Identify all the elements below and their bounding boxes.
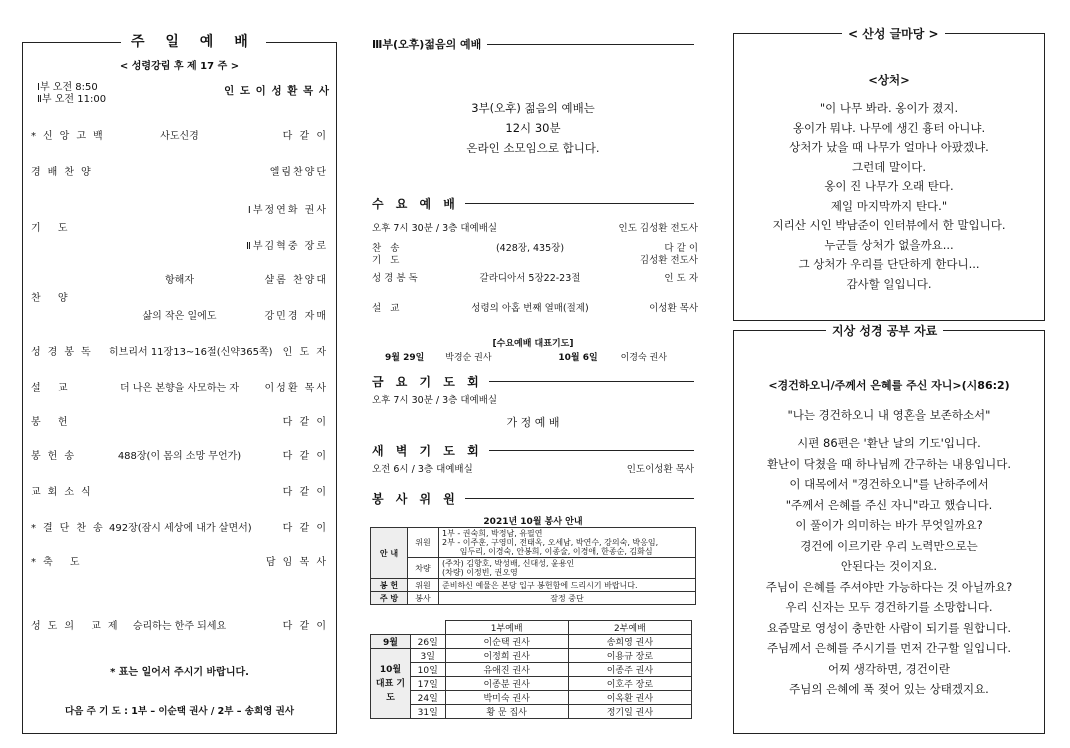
order-label: 설 교 bbox=[372, 303, 403, 314]
order-person: 다 같 이 bbox=[282, 621, 328, 632]
order-person: 샬롬 찬양대 bbox=[264, 275, 328, 286]
order-person: 다 같 이 bbox=[282, 451, 328, 462]
prayer-1st: 황 문 집사 bbox=[445, 705, 568, 719]
study-line: 시편 86편은 '환난 날의 기도'입니다. bbox=[797, 436, 981, 450]
order-label: 설 교 bbox=[31, 383, 75, 394]
order-content: 승리하는 한주 되세요 bbox=[132, 621, 227, 632]
prayer-day: 17일 bbox=[411, 677, 446, 691]
order-label: 성경봉독 bbox=[31, 347, 98, 358]
oct-label: 10월 대표 기도 bbox=[371, 649, 411, 719]
guide-member-label: 위원 bbox=[408, 528, 439, 558]
order-content: (428장, 435장) bbox=[495, 243, 565, 254]
order-person: 김성환 전도사 bbox=[639, 255, 698, 266]
kitchen-label: 주 방 bbox=[371, 592, 408, 605]
prayer-day: 3일 bbox=[411, 649, 446, 663]
order-person: Ⅰ부정연화 권사 bbox=[247, 205, 328, 216]
order-person: 담 임 목 사 bbox=[265, 557, 328, 568]
wednesday-prayer-title: [수요예배 대표기도] bbox=[492, 339, 574, 349]
order-content: 사도신경 bbox=[160, 131, 199, 142]
order-label: *결단찬송 bbox=[31, 523, 110, 534]
prayer-2nd: 송희영 권사 bbox=[568, 635, 691, 649]
serve-committee-title: 봉 사 위 원 bbox=[372, 492, 465, 506]
poem-line: 누군들 상처가 없을까요... bbox=[824, 237, 954, 252]
order-content: 히브리서 11장13~16절(신약365쪽) bbox=[109, 347, 273, 358]
order-label: 봉헌송 bbox=[31, 451, 81, 462]
prayer-1st: 이종분 권사 bbox=[445, 677, 568, 691]
col-2nd-service: 2부예배 bbox=[568, 621, 691, 635]
sept-label: 9월 bbox=[371, 635, 411, 649]
car-members bbox=[439, 558, 696, 579]
order-label: 찬 양 bbox=[31, 293, 75, 304]
wednesday-worship-title: 수 요 예 배 bbox=[372, 197, 465, 211]
poem-box bbox=[733, 27, 1045, 321]
bible-study-title: 지상 성경 공부 자료 bbox=[826, 322, 943, 339]
poem-line: 옹이 진 나무가 오래 탄다. bbox=[824, 179, 954, 193]
study-line: 환난이 닥쳤을 때 하나님께 간구하는 내용입니다. bbox=[766, 456, 1012, 471]
prayer-1st: 이순택 권사 bbox=[445, 635, 568, 649]
car-label: 차량 bbox=[408, 558, 439, 579]
study-line: 이 풀이가 의미하는 바가 무엇일까요? bbox=[795, 518, 983, 532]
dawn-time: 오전 6시 / 3층 대예배실 bbox=[372, 464, 473, 475]
friday-note: 가 정 예 배 bbox=[506, 416, 560, 429]
prayer-table-wrap bbox=[370, 620, 692, 719]
offering-label: 봉 헌 bbox=[371, 579, 408, 592]
order-person: 인 도 자 bbox=[282, 347, 328, 358]
order-person: 엘림찬양단 bbox=[269, 167, 328, 178]
youth-section-header bbox=[372, 36, 694, 52]
liturgical-week: < 성령강림 후 제 17 주 > bbox=[119, 61, 240, 72]
order-content: 492장(잠시 세상에 내가 살면서) bbox=[109, 523, 252, 534]
member-line: (주차) 김향호, 박성배, 신대성, 윤용인 bbox=[442, 559, 575, 568]
study-line: 주님이 은혜를 주셔야만 가능하다는 것 아닐까요? bbox=[765, 579, 1013, 594]
serve-table-wrap bbox=[370, 527, 696, 605]
dawn-leader: 인도이성환 목사 bbox=[626, 464, 694, 475]
friday-time: 오후 7시 30분 / 3층 대예배실 bbox=[372, 395, 498, 406]
member-line: 2부 - 이주훈, 구영미, 전태옥, 오세남, 박연수, 강의숙, 박응임, bbox=[442, 538, 659, 547]
dawn-section-header bbox=[372, 442, 694, 459]
service-time-1: Ⅰ부 오전 8:50 bbox=[37, 82, 98, 93]
prayer-date: 10월 6일 bbox=[558, 353, 598, 363]
study-line: "주께서 은혜를 주신 자니"라고 했습니다. bbox=[785, 497, 993, 512]
poem-line: 옹이가 뭐냐. 나무에 생긴 흉터 아니냐. bbox=[792, 120, 986, 135]
prayer-2nd: 이종주 권사 bbox=[568, 663, 691, 677]
poem-line: 그 상처가 우리를 단단하게 한다니... bbox=[798, 257, 980, 271]
order-label: 기 도 bbox=[372, 255, 403, 266]
offering-text: 준비하신 예물은 본당 입구 봉헌함에 드리시기 바랍니다. bbox=[439, 579, 696, 592]
study-line: 경건에 이르기란 우리 노력만으로는 bbox=[800, 538, 978, 553]
order-content: 삶의 작은 일에도 bbox=[142, 311, 217, 322]
member-line: 임두리, 이경숙, 안봉희, 이종술, 이경애, 한종순, 김화심 bbox=[442, 547, 653, 556]
order-person: 다 같 이 bbox=[664, 243, 698, 254]
study-line: 주님의 은혜에 푹 젖어 있는 상태겠지요. bbox=[789, 682, 989, 696]
prayer-2nd: 이용규 장로 bbox=[568, 649, 691, 663]
order-person: 이성환 목사 bbox=[264, 383, 328, 394]
prayer-day: 24일 bbox=[411, 691, 446, 705]
service-time-2: Ⅱ부 오전 11:00 bbox=[37, 94, 107, 105]
poem-line: 지리산 시인 박남준이 인터뷰에서 한 말입니다. bbox=[772, 218, 1006, 232]
study-quote: "나는 경건하오니 내 영혼을 보존하소서" bbox=[787, 408, 991, 422]
poem-line: "이 나무 봐라. 옹이가 졌지. bbox=[819, 101, 959, 115]
poem-line: 감사할 일입니다. bbox=[846, 276, 932, 291]
study-line: 이 대목에서 "경건하오니"를 난하주에서 bbox=[789, 477, 989, 491]
representative-prayer-table bbox=[370, 620, 692, 719]
study-line: 어찌 생각하면, 경건이란 bbox=[827, 661, 951, 676]
order-person: 다 같 이 bbox=[282, 523, 328, 534]
sunday-worship-title: 주 일 예 배 bbox=[121, 31, 266, 51]
youth-worship-title: Ⅲ부(오후)젊음의 예배 bbox=[372, 38, 487, 51]
member-line: 1부 - 권숙희, 박정남, 유필연 bbox=[442, 529, 543, 538]
order-label: 찬 송 bbox=[372, 243, 403, 254]
wednesday-order-row bbox=[372, 252, 698, 266]
col-1st-service: 1부예배 bbox=[445, 621, 568, 635]
order-label: 경배찬양 bbox=[31, 167, 98, 178]
friday-section-header bbox=[372, 373, 694, 390]
order-person: 이성환 목사 bbox=[649, 303, 698, 314]
order-label: 교회소식 bbox=[31, 487, 98, 498]
prayer-2nd: 이옥환 권사 bbox=[568, 691, 691, 705]
dawn-prayer-title: 새 벽 기 도 회 bbox=[372, 444, 489, 458]
guide-label: 안 내 bbox=[371, 528, 408, 579]
serve-table bbox=[370, 527, 696, 605]
prayer-name: 박경순 권사 bbox=[445, 353, 492, 363]
order-content: 성령의 아홉 번째 열매(절제) bbox=[471, 303, 589, 314]
prayer-2nd: 정기일 권사 bbox=[568, 705, 691, 719]
prayer-2nd: 이호주 장로 bbox=[568, 677, 691, 691]
bible-study-box bbox=[733, 324, 1045, 734]
prayer-day: 10일 bbox=[411, 663, 446, 677]
youth-line: 온라인 소모임으로 합니다. bbox=[466, 141, 600, 155]
serve-section-header bbox=[372, 490, 694, 507]
study-title: <경건하오니/주께서 은혜를 주신 자니>(시86:2) bbox=[768, 379, 1010, 392]
member-line: (차량) 이정빈, 권오영 bbox=[442, 568, 518, 577]
order-person: 강민경 자매 bbox=[264, 311, 328, 322]
youth-worship-info bbox=[372, 98, 694, 158]
wednesday-leader: 인도 김성환 전도사 bbox=[618, 223, 698, 234]
prayer-day: 26일 bbox=[411, 635, 446, 649]
guide-members bbox=[439, 528, 696, 558]
wednesday-time: 오후 7시 30분 / 3층 대예배실 bbox=[372, 223, 498, 234]
wednesday-order-row bbox=[372, 300, 698, 314]
order-label: 봉 헌 bbox=[31, 417, 75, 428]
order-person: 인 도 자 bbox=[664, 273, 698, 284]
study-line: 우리 신자는 모두 경건하기를 소망합니다. bbox=[785, 600, 993, 614]
study-line: 주님께서 은혜를 주시기를 먼저 간구할 일입니다. bbox=[766, 641, 1012, 655]
next-week-prayer: 다음 주 기 도 : 1부 – 이순택 권사 / 2부 – 송희영 권사 bbox=[65, 706, 294, 717]
study-line: 안된다는 것이지요. bbox=[840, 559, 938, 573]
order-content: 항해자 bbox=[165, 275, 194, 286]
prayer-name: 이경숙 권사 bbox=[620, 353, 667, 363]
kitchen-text: 잠정 중단 bbox=[439, 592, 696, 605]
order-content: 더 나은 본향을 사모하는 자 bbox=[120, 383, 239, 394]
order-person: 다 같 이 bbox=[282, 487, 328, 498]
prayer-day: 31일 bbox=[411, 705, 446, 719]
prayer-1st: 박미숙 권사 bbox=[445, 691, 568, 705]
poem-box-title: < 산성 글마당 > bbox=[842, 25, 945, 42]
poem-line: 그런데 말이다. bbox=[852, 159, 926, 174]
order-person: Ⅱ부김혁중 장로 bbox=[245, 241, 328, 252]
worship-leader: 인 도 이 성 환 목 사 bbox=[224, 85, 330, 97]
friday-prayer-title: 금 요 기 도 회 bbox=[372, 375, 489, 389]
youth-line: 12시 30분 bbox=[505, 121, 561, 135]
youth-line: 3부(오후) 젊음의 예배는 bbox=[471, 101, 595, 115]
order-label: *신앙고백 bbox=[31, 131, 110, 142]
order-content: 488장(이 몸의 소망 무언가) bbox=[117, 451, 242, 462]
poem-title: <상처> bbox=[868, 73, 910, 87]
wednesday-time-row bbox=[372, 220, 698, 234]
order-label: 성경봉독 bbox=[372, 273, 421, 284]
order-label: 기 도 bbox=[31, 223, 75, 234]
wednesday-prayer-row bbox=[385, 350, 667, 363]
poem-line: 상처가 났을 때 나무가 얼마나 아팠겠냐. bbox=[789, 140, 989, 154]
poem-line: 제일 마지막까지 탄다." bbox=[830, 198, 948, 213]
serve-heading: 2021년 10월 봉사 안내 bbox=[483, 517, 583, 527]
order-content: 갈라디아서 5장22-23절 bbox=[479, 273, 581, 284]
prayer-date: 9월 29일 bbox=[385, 353, 425, 363]
dawn-row bbox=[372, 461, 698, 475]
study-line: 요즘말로 영성이 충만한 사람이 되기를 원합니다. bbox=[766, 620, 1012, 635]
order-label: 성도의 교제 bbox=[31, 621, 125, 632]
order-person: 다 같 이 bbox=[282, 131, 328, 142]
wednesday-order-row bbox=[372, 270, 698, 284]
worship-order-box bbox=[22, 34, 337, 734]
order-label: *축 도 bbox=[31, 557, 87, 568]
standing-note: * 표는 일어서 주시기 바랍니다. bbox=[110, 667, 249, 678]
prayer-1st: 유애진 권사 bbox=[445, 663, 568, 677]
order-person: 다 같 이 bbox=[282, 417, 328, 428]
offering-sub: 위원 bbox=[408, 579, 439, 592]
wednesday-section-header bbox=[372, 195, 694, 212]
prayer-1st: 이정희 권사 bbox=[445, 649, 568, 663]
kitchen-sub: 봉사 bbox=[408, 592, 439, 605]
